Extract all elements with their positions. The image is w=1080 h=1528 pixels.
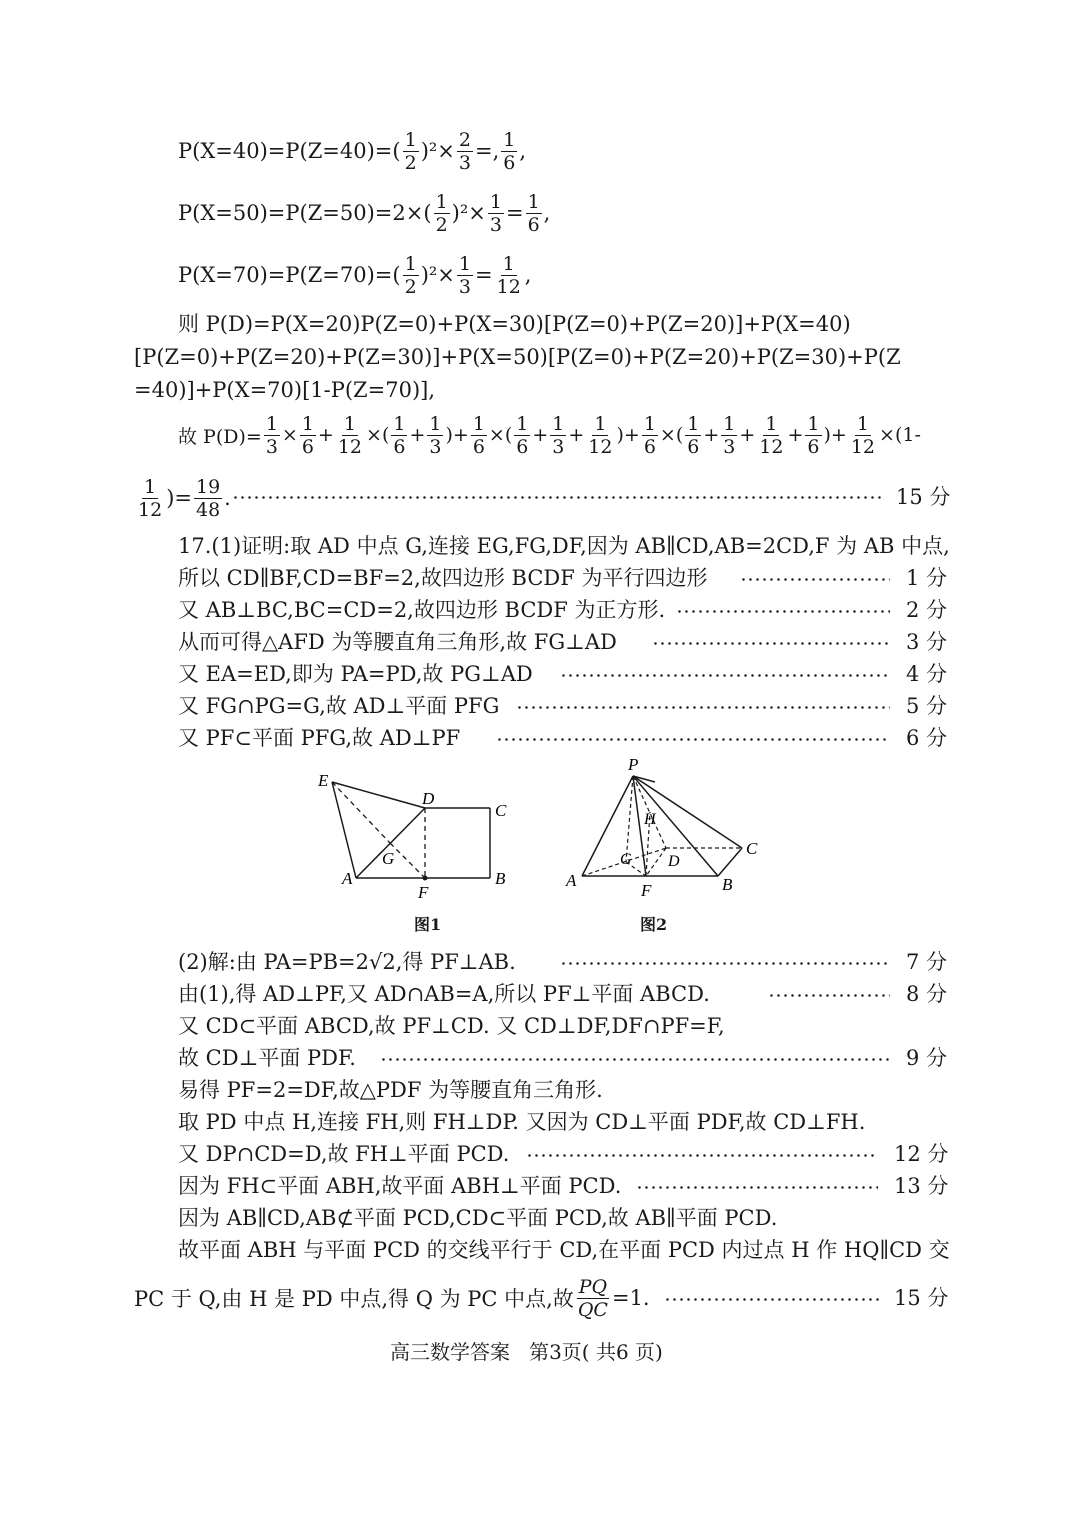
fraction: 1 2	[404, 252, 417, 298]
score: 15 分	[896, 485, 951, 509]
score: 7 分	[906, 950, 948, 974]
leader-dots	[560, 674, 890, 677]
leader-dots	[380, 1058, 890, 1061]
q17-part2-3: 又 CD⊂平面 ABCD,故 PF⊥CD. 又 CD⊥DF,DF∩PF=F,	[178, 1014, 725, 1038]
edge-BC	[718, 848, 742, 876]
q17-part2-6: 取 PD 中点 H,连接 FH,则 FH⊥DP. 又因为 CD⊥平面 PDF,故 CD⊥FH.	[178, 1110, 866, 1134]
label-B: B	[722, 875, 733, 894]
score: 1 分	[906, 566, 948, 590]
label-D: D	[422, 789, 435, 808]
figure-2-caption: 图2	[640, 915, 668, 934]
pd-line-3: =40)]+P(X=70)[1-P(Z=70)],	[134, 378, 436, 402]
label-C: C	[495, 801, 507, 820]
score: 3 分	[906, 630, 948, 654]
label-G: G	[620, 851, 632, 868]
fraction: $\frac{PQ}{QC}$	[577, 1275, 608, 1321]
leader-dots	[496, 738, 890, 741]
fraction: $\frac{1}{3}$	[723, 412, 736, 458]
fraction: 1 12	[138, 475, 163, 521]
label-E: E	[318, 771, 329, 790]
fraction: 1 6	[687, 412, 700, 458]
label-A: A	[342, 869, 353, 888]
fraction: 1 2	[435, 190, 448, 236]
score: 9 分	[906, 1046, 948, 1070]
fraction: 1 6	[503, 128, 516, 174]
q17-part2-8: 因为 FH⊂平面 ABH,故平面 ABH⊥平面 PCD.	[178, 1174, 622, 1198]
fraction: $\frac{1}{6}$	[527, 190, 540, 236]
fraction: $\frac{1}{3}$	[265, 412, 278, 458]
edge-DF	[646, 848, 666, 876]
fraction: 1 2	[404, 128, 417, 174]
figure-1-caption: 图1	[414, 915, 442, 934]
label-P: P	[628, 755, 639, 774]
score: 8 分	[906, 982, 948, 1006]
fraction: $\frac{2}{3}$	[458, 128, 471, 174]
q17-part2-4: 故 CD⊥平面 PDF.	[178, 1046, 356, 1070]
leader-dots	[636, 1186, 878, 1189]
pd-final-line: 故 P(D)= $\frac{1}{3}$ × $\frac{1}{6}$ + $\frac{1}{12}$ ×( 1 6 + $\frac{1}{3}$ )+ $\frac{1}{6}$ ×( 1 6 + $\frac{1}{3}$ + $\frac{1}{12}$ )+ $\frac{1}{6}$ ×( 1 6 + $\frac{1}{3}$ + $\frac{1}{12}$ + $\frac{1}{6}$ )+ $\frac{1}{12}$ ×(1-	[178, 412, 921, 458]
fraction: $\frac{1}{12}$	[759, 412, 784, 458]
leader-dots	[664, 1298, 882, 1301]
fraction: $\frac{1}{3}$	[429, 412, 442, 458]
figure-2	[560, 752, 770, 902]
fraction: $\frac{1}{3}$	[489, 190, 502, 236]
score: 13 分	[894, 1174, 949, 1198]
fraction: $\frac{1}{6}$	[472, 412, 485, 458]
page-footer: 高三数学答案 第3页( 共6 页)	[390, 1340, 663, 1364]
fraction: $\frac{1}{3}$	[458, 252, 471, 298]
score: 5 分	[906, 694, 948, 718]
label-H: H	[644, 811, 656, 828]
figure-1	[300, 760, 530, 910]
label-B: B	[495, 869, 506, 888]
q17-part2-7: 又 DP∩CD=D,故 FH⊥平面 PCD.	[178, 1142, 510, 1166]
point-F	[423, 876, 428, 881]
fraction: $\frac{19}{48}$	[195, 475, 221, 521]
label-G: G	[382, 849, 395, 868]
leader-dots	[768, 994, 890, 997]
fraction: $\frac{1}{6}$	[643, 412, 656, 458]
q17-part2-1: (2)解:由 PA=PB=2√2,得 PF⊥AB.	[178, 950, 516, 974]
q17-intro: 17.(1)证明:取 AD 中点 G,连接 EG,FG,DF,因为 AB∥CD,AB=2CD,F 为 AB 中点,	[178, 534, 950, 558]
label-F: F	[418, 883, 429, 902]
q17-part2-9: 因为 AB∥CD,AB⊄平面 PCD,CD⊂平面 PCD,故 AB∥平面 PCD.	[178, 1206, 778, 1230]
leader-dots	[526, 1154, 878, 1157]
q17-step-1: 所以 CD∥BF,CD=BF=2,故四边形 BCDF 为平行四边形	[178, 566, 708, 590]
leader-dots	[560, 962, 890, 965]
score: 12 分	[894, 1142, 949, 1166]
score: 2 分	[906, 598, 948, 622]
q17-step-5: 又 FG∩PG=G,故 AD⊥平面 PFG	[178, 694, 500, 718]
fraction: $\frac{1}{12}$	[850, 412, 876, 458]
edge-EA	[332, 782, 356, 878]
label-D: D	[668, 853, 680, 870]
fraction: $\frac{1}{12}$	[496, 252, 521, 298]
prob-line-40: P(X=40)=P(Z=40)=( 1 2 )²× $\frac{2}{3}$ =, 1 6 ,	[178, 128, 527, 174]
q17-step-3: 从而可得△AFD 为等腰直角三角形,故 FG⊥AD	[178, 630, 617, 654]
label-F: F	[641, 881, 652, 900]
leader-dots	[676, 610, 890, 613]
pd-line-1: 则 P(D)=P(X=20)P(Z=0)+P(X=30)[P(Z=0)+P(Z=20)]+P(X=40)	[178, 312, 851, 336]
pd-result-line: 1 12 )= $\frac{19}{48}$ .	[138, 475, 231, 521]
fraction: 1 6	[516, 412, 529, 458]
q17-last-line: PC 于 Q,由 H 是 PD 中点,得 Q 为 PC 中点,故 $\frac{PQ}{QC}$ =1.	[134, 1275, 650, 1321]
prob-40-lhs: P(X=40)=P(Z=40)=(	[178, 139, 401, 163]
q17-step-2: 又 AB⊥BC,BC=CD=2,故四边形 BCDF 为正方形.	[178, 598, 666, 622]
score: 4 分	[906, 662, 948, 686]
leader-dots	[516, 706, 890, 709]
fraction: $\frac{1}{3}$	[552, 412, 565, 458]
leader-dots	[652, 642, 890, 645]
q17-step-4: 又 EA=ED,即为 PA=PD,故 PG⊥AD	[178, 662, 533, 686]
q17-part2-2: 由(1),得 AD⊥PF,又 AD∩AB=A,所以 PF⊥平面 ABCD.	[178, 982, 710, 1006]
edge-EG	[332, 782, 390, 843]
q17-part2-5: 易得 PF=2=DF,故△PDF 为等腰直角三角形.	[178, 1078, 603, 1102]
prob-line-70: P(X=70)=P(Z=70)=( 1 2 )²× $\frac{1}{3}$ = $\frac{1}{12}$ ,	[178, 252, 532, 298]
label-A: A	[566, 871, 577, 890]
score: 6 分	[906, 726, 948, 750]
label-C: C	[746, 839, 758, 858]
q17-part2-10: 故平面 ABH 与平面 PCD 的交线平行于 CD,在平面 PCD 内过点 H 作 HQ∥CD 交	[178, 1238, 950, 1262]
fraction: $\frac{1}{12}$	[337, 412, 363, 458]
fraction: $\frac{1}{12}$	[588, 412, 613, 458]
leader-dots	[740, 578, 890, 581]
edge-ED	[332, 782, 425, 808]
pd-line-2: [P(Z=0)+P(Z=20)+P(Z=30)]+P(X=50)[P(Z=0)+P(Z=20)+P(Z=30)+P(Z	[134, 345, 901, 369]
q17-step-6: 又 PF⊂平面 PFG,故 AD⊥PF	[178, 726, 461, 750]
leader-dots	[232, 496, 884, 499]
prob-line-50: P(X=50)=P(Z=50)=2×( 1 2 )²× $\frac{1}{3}$ = $\frac{1}{6}$ ,	[178, 190, 551, 236]
fraction: 1 6	[393, 412, 406, 458]
edge-GF	[390, 843, 425, 878]
fraction: $\frac{1}{6}$	[807, 412, 820, 458]
fraction: $\frac{1}{6}$	[301, 412, 314, 458]
score: 15 分	[894, 1286, 949, 1310]
